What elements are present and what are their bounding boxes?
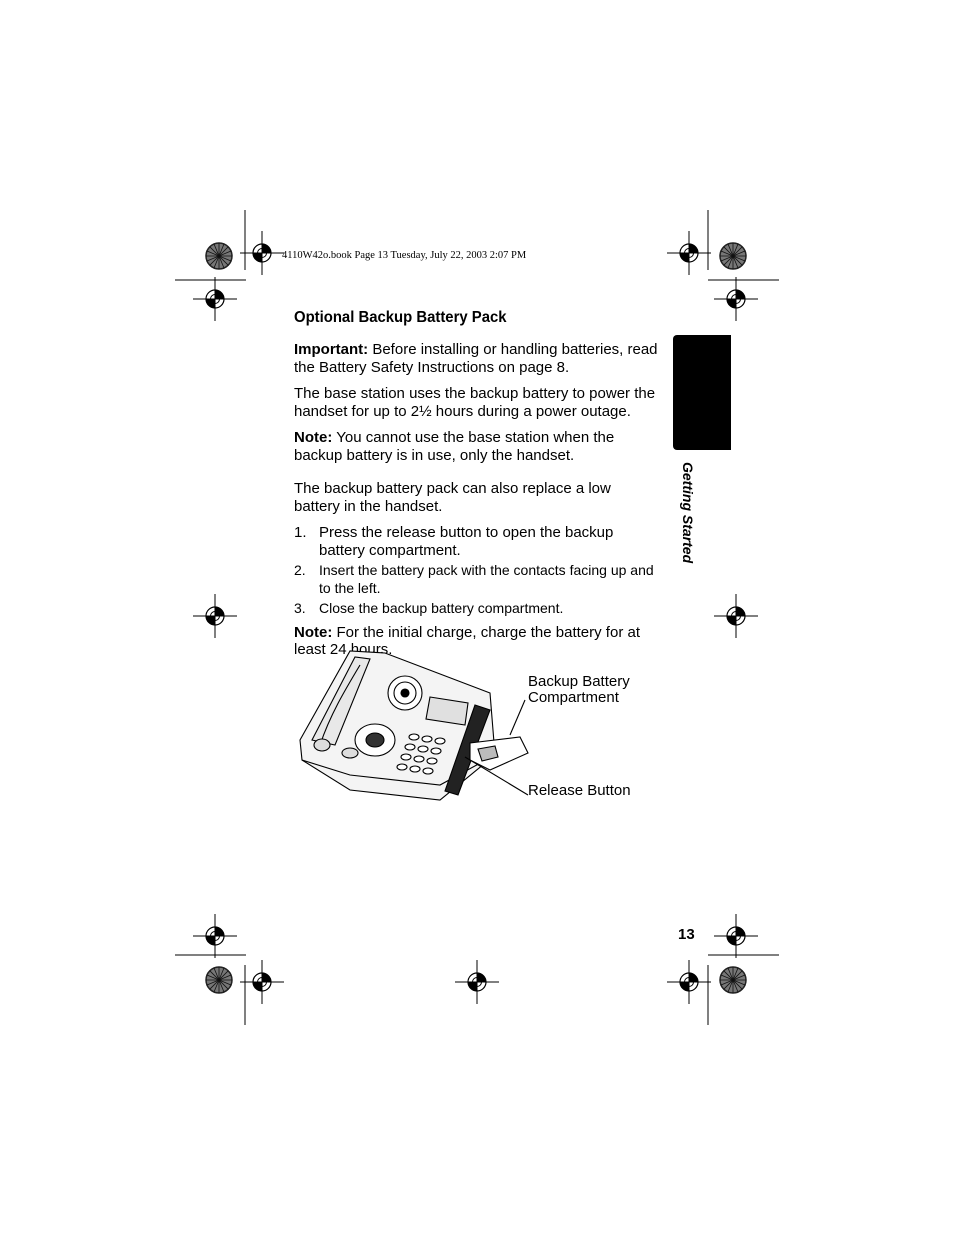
section-tab	[673, 335, 731, 450]
replace-paragraph: The backup battery pack can also replace a low battery in the handset.	[294, 480, 611, 515]
step-text: Close the backup battery compartment.	[319, 600, 564, 616]
callout-line: Compartment	[528, 689, 619, 706]
note-label: Note:	[294, 429, 333, 446]
section-heading: Optional Backup Battery Pack	[294, 309, 507, 326]
important-label: Important:	[294, 341, 369, 358]
note-text: You cannot use the base station when the backup battery is in use, only the handset.	[294, 429, 615, 464]
step-item	[294, 600, 659, 618]
steps-list	[294, 524, 659, 618]
step-text: Insert the battery pack with the contacts facing up and to the left.	[319, 562, 654, 596]
note-text: For the initial charge, charge the battery for at least 24 hours.	[294, 623, 640, 658]
step-item	[294, 524, 659, 559]
print-header-file-info: 4110W42o.book Page 13 Tuesday, July 22, 2003 2:07 PM	[282, 250, 527, 261]
note-label: Note:	[294, 623, 333, 641]
callout-line: Backup Battery	[528, 673, 630, 690]
step-number: 1.	[294, 524, 307, 541]
callout-backup-battery-compartment	[528, 674, 630, 706]
main-content	[294, 309, 659, 668]
base-station-illustration	[290, 645, 550, 805]
step-number: 2.	[294, 562, 306, 578]
important-text: Before installing or handling batteries, read the Battery Safety Instructions on page 8.	[294, 341, 658, 376]
note-paragraph-1	[294, 429, 659, 464]
step-text: Press the release button to open the backup battery compartment.	[319, 524, 614, 559]
step-item	[294, 562, 659, 597]
important-paragraph	[294, 341, 659, 376]
intro-paragraph: The base station uses the backup battery to power the handset for up to 2½ hours during a power outage.	[294, 385, 656, 420]
page-number: 13	[678, 926, 695, 943]
step-number: 3.	[294, 600, 306, 616]
callout-release-button: Release Button	[528, 782, 631, 799]
section-label: Getting Started	[680, 462, 696, 564]
